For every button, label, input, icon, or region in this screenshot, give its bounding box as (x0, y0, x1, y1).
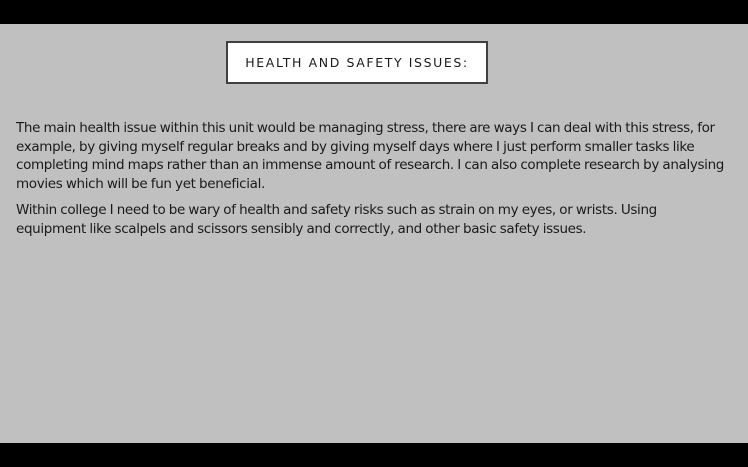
slide (0, 24, 748, 443)
paragraph-stress: The main health issue within this unit would be managing stress, there are ways I can deal with this stress, for example, by giving myself regular breaks and by giving myself days where I just perform smaller tasks like completing mind maps rather than an immense amount of research. I can also complete research by analysing movies which will be fun yet beneficial. (16, 120, 724, 192)
paragraph-college-safety: Within college I need to be wary of health and safety risks such as strain on my eyes, or wrists. Using equipment like scalpels and scissors sensibly and correctly, and other basic safety issues. (16, 202, 657, 237)
slide-body (16, 119, 728, 247)
title-box (226, 41, 488, 84)
slide-title: HEALTH AND SAFETY ISSUES: (245, 55, 469, 70)
